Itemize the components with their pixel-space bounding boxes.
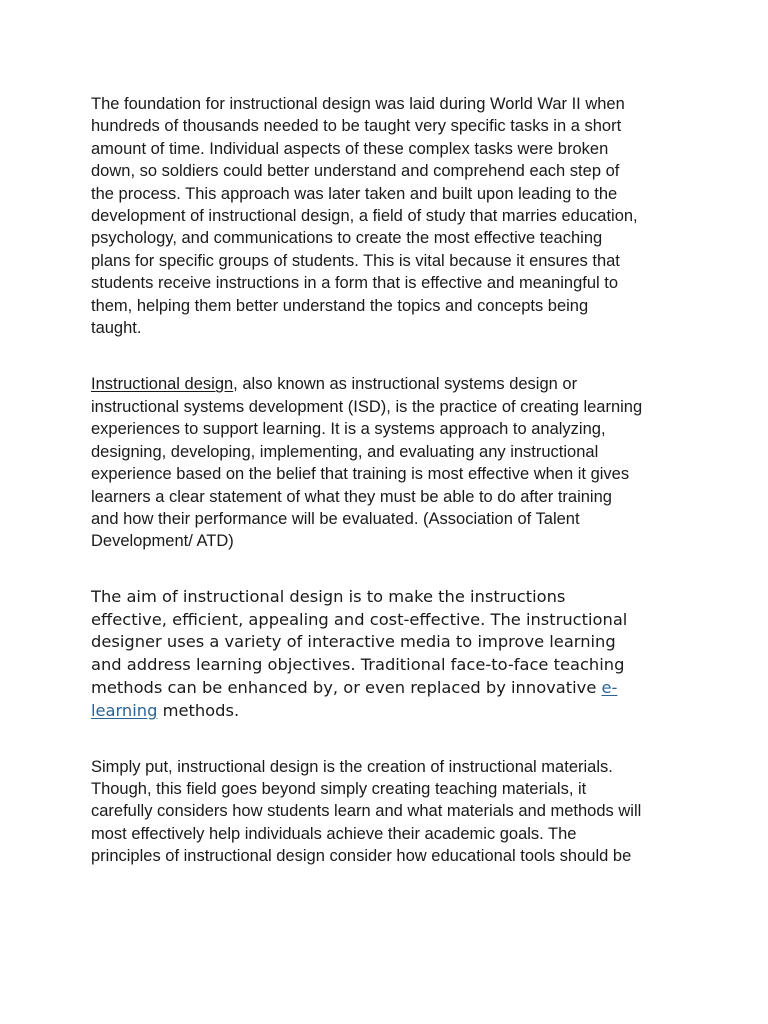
paragraph-definition xyxy=(91,373,691,552)
instructional-design-term: Instructional design xyxy=(91,375,234,394)
paragraph-aim xyxy=(91,586,691,723)
paragraph-summary: Simply put, instructional design is the creation of instructional materials. Though, this field goes beyond simply creating teaching materials, it carefully considers how students learn and what materials and methods will most effectively help individuals achieve their academic goals. The principles of instructional design consider how educational tools should be xyxy=(91,757,642,866)
aim-text-end: methods. xyxy=(157,700,240,720)
e-learning-link[interactable]: e- learning xyxy=(91,677,618,720)
paragraph-history: The foundation for instructional design was laid during World War II when hundreds of thousands needed to be taught very specific tasks in a short amount of time. Individual aspects of these complex tasks were broken down, so soldiers could better understand and comprehend each step of the process. This approach was later taken and built upon leading to the development of instructional design, a field of study that marries education, psychology, and communications to create the most effective teaching plans for specific groups of students. This is vital because it ensures that students receive instructions in a form that is effective and meaningful to them, helping them better understand the topics and concepts being taught. xyxy=(91,95,638,338)
definition-text: , also known as instructional systems design or instructional systems development (ISD), is the practice of creating learning experiences to support learning. It is a systems approach to analyzing, designing, developing, implementing, and evaluating any instructional experience based on the belief that training is most effective when it gives learners a clear statement of what they must be able to do after training and how their performance will be evaluated. (Association of Talent Development/ ATD) xyxy=(91,375,643,551)
aim-text: The aim of instructional design is to make the instructions effective, efficient, appealing and cost-effective. The instructional designer uses a variety of interactive media to improve learning and address learning objectives. Traditional face-to-face teaching methods can be enhanced by, or even replaced by innovative xyxy=(91,586,628,697)
document-page xyxy=(91,93,691,868)
